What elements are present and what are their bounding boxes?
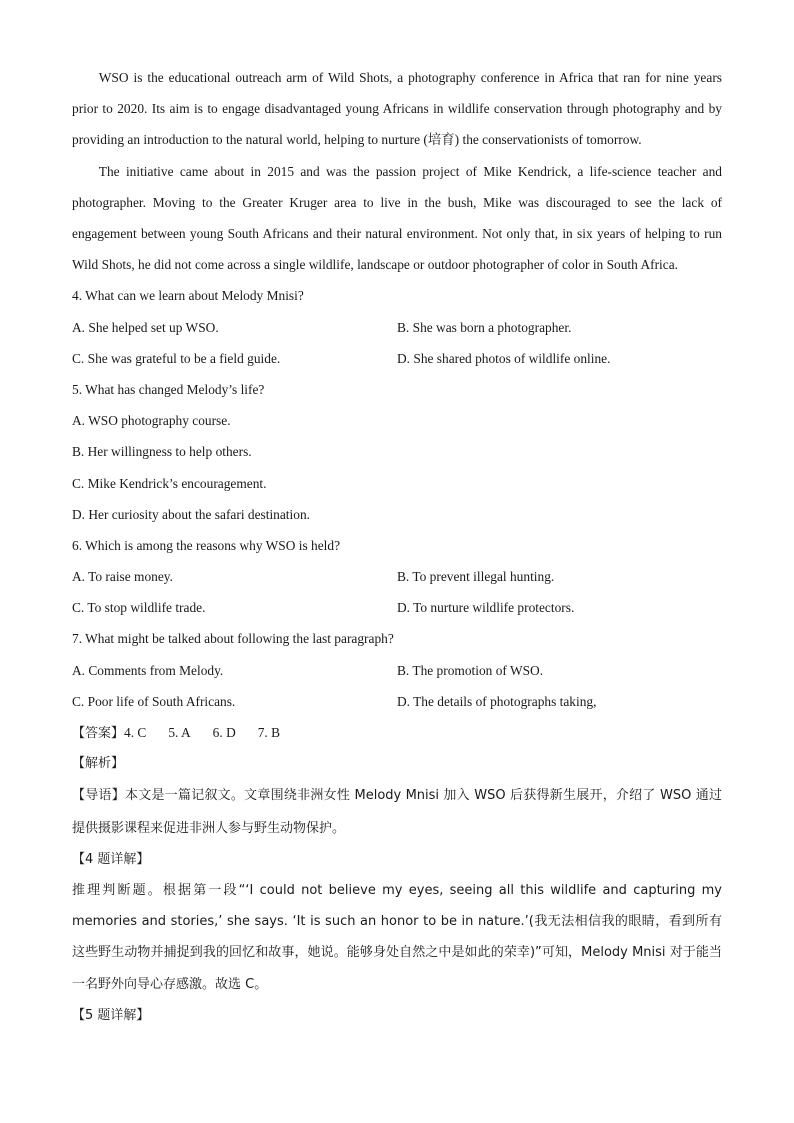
question-4-option-d: D. She shared photos of wildlife online. <box>397 350 611 366</box>
question-5-stem: 5. What has changed Melody’s life? <box>72 381 265 397</box>
answer-item-7: 7. B <box>257 725 281 741</box>
question-7-options-row-2 <box>72 686 722 717</box>
answer-label: 【答案】 <box>72 726 125 742</box>
question-6-options-row-2 <box>72 592 722 623</box>
question-7-option-c: C. Poor life of South Africans. <box>72 693 236 709</box>
question-7-stem: 7. What might be talked about following the last paragraph? <box>72 631 394 647</box>
answer-item-6: 6. D <box>212 725 236 741</box>
answer-item-5: 5. A <box>168 725 191 741</box>
guide-label: 【导语】 <box>72 788 125 804</box>
question-6-options-row-1 <box>72 561 722 592</box>
question-6-option-b: B. To prevent illegal hunting. <box>397 569 555 585</box>
question-6-stem: 6. Which is among the reasons why WSO is held? <box>72 537 341 553</box>
question-6-option-a: A. To raise money. <box>72 569 173 585</box>
passage-paragraph-2: The initiative came about in 2015 and was the passion project of Mike Kendrick, a life-science teacher and photographer. Moving to the Greater Kruger area to live in the bush, Mike was discouraged to see the lack of engagement between young South Africans and their natural environment. Not only that, in six years of helping to run Wild Shots, he did not come across a single wildlife, landscape or outdoor photographer of color in South Africa. <box>72 163 722 273</box>
question-4-option-b: B. She was born a photographer. <box>397 319 572 335</box>
question-4-option-a: A. She helped set up WSO. <box>72 319 219 335</box>
analysis-guide <box>72 779 722 843</box>
answer-line <box>72 717 722 748</box>
question-5-option-a: A. WSO photography course. <box>72 413 231 429</box>
question-7-option-d: D. The details of photographs taking, <box>397 693 597 709</box>
question-7-options-row-1 <box>72 655 722 686</box>
question-7-option-b: B. The promotion of WSO. <box>397 662 544 678</box>
question-5-option-b: B. Her willingness to help others. <box>72 444 252 460</box>
passage-paragraph-1: WSO is the educational outreach arm of Wild Shots, a photography conference in Africa that ran for nine years prior to 2020. Its aim is to engage disadvantaged young Africans in wildlife conservation through photography and by providing an introduction to the natural world, helping to nurture (培育) the conservationists of tomorrow. <box>72 70 722 148</box>
q4-detail-text: 推理判断题。根据第一段“‘I could not believe my eyes, seeing all this wildlife and capturing my memories and stories,’ she says. ‘It is such an honor to be in nature.’(我无法相信我的眼睛，看到所有这些野生动物并捕捉到我的回忆和故事，她说。能够身处自然之中是如此的荣幸)”可知，Melody Mnisi 对于能当一名野外向导心存感激。故选 C。 <box>72 883 722 992</box>
question-4-options-row-1 <box>72 312 722 343</box>
question-6-option-d: D. To nurture wildlife protectors. <box>397 600 575 616</box>
q5-detail-label: 【5 题详解】 <box>72 1007 150 1023</box>
question-4-options-row-2 <box>72 343 722 374</box>
question-5-option-c: C. Mike Kendrick’s encouragement. <box>72 475 267 491</box>
question-6-option-c: C. To stop wildlife trade. <box>72 600 206 616</box>
question-7-option-a: A. Comments from Melody. <box>72 662 224 678</box>
analysis-label: 【解析】 <box>72 756 125 772</box>
q4-detail-label: 【4 题详解】 <box>72 851 150 867</box>
guide-text: 本文是一篇记叙文。文章围绕非洲女性 Melody Mnisi 加入 WSO 后获得新生展开，介绍了 WSO 通过提供摄影课程来促进非洲人参与野生动物保护。 <box>72 788 722 836</box>
answer-item-4: 4. C <box>124 725 147 741</box>
question-4-stem: 4. What can we learn about Melody Mnisi? <box>72 288 304 304</box>
document-page <box>72 62 722 1031</box>
question-4-option-c: C. She was grateful to be a field guide. <box>72 350 281 366</box>
question-5-option-d: D. Her curiosity about the safari destination. <box>72 506 310 522</box>
